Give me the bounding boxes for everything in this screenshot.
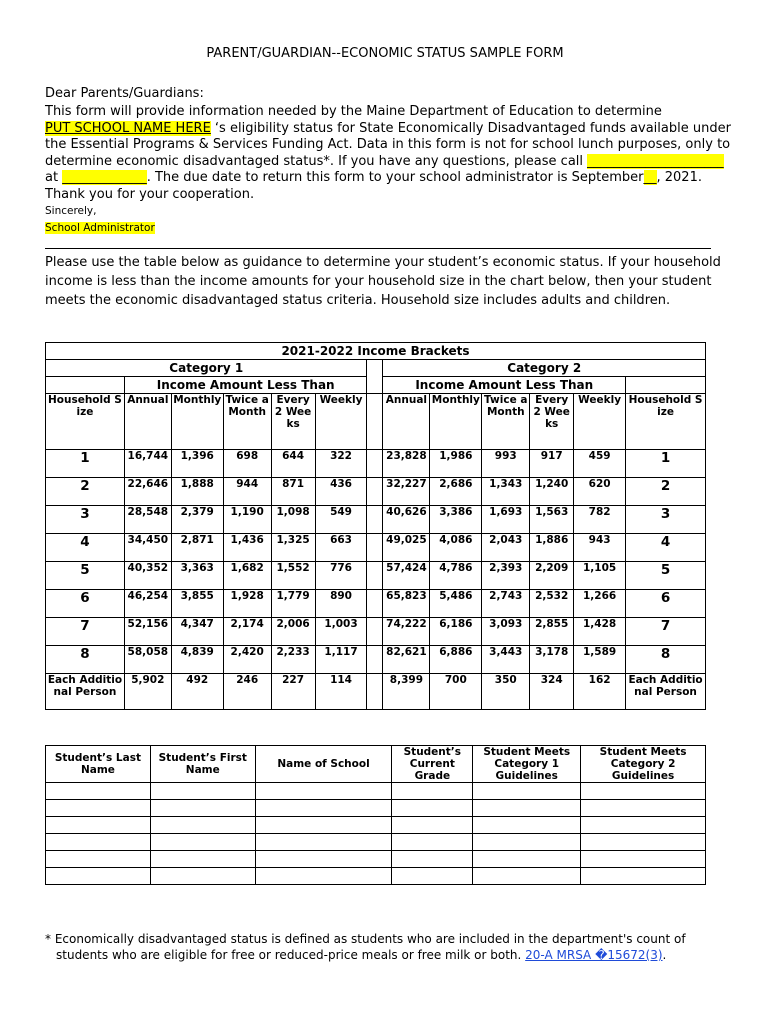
household-size-cell: 8: [626, 646, 706, 674]
table-cell: 2,532: [530, 590, 574, 618]
table-cell: 5,902: [124, 674, 171, 710]
table-cell: 1,693: [482, 506, 530, 534]
student-entry-cell[interactable]: [473, 783, 581, 800]
col-household-size: Household Size: [46, 394, 125, 450]
student-entry-cell[interactable]: [255, 834, 392, 851]
table-cell: 322: [315, 450, 367, 478]
statute-link[interactable]: 20-A MRSA �15672(3): [525, 948, 663, 962]
household-size-cell: 5: [626, 562, 706, 590]
student-entry-cell[interactable]: [392, 817, 473, 834]
household-size-cell: 4: [626, 534, 706, 562]
student-entry-cell[interactable]: [581, 851, 706, 868]
table-cell: 40,626: [383, 506, 430, 534]
household-size-cell: 1: [46, 450, 125, 478]
table-cell: 4,839: [171, 646, 223, 674]
col-weekly: Weekly: [574, 394, 626, 450]
student-entry-cell[interactable]: [150, 800, 255, 817]
col-every-2-weeks: Every 2 Weeks: [271, 394, 315, 450]
table-cell: 6,886: [430, 646, 482, 674]
empty-cell: [626, 377, 706, 394]
col-twice-a-month: Twice a Month: [482, 394, 530, 450]
student-row: [46, 817, 706, 834]
table-cell: 2,233: [271, 646, 315, 674]
intro-paragraph: [45, 104, 735, 236]
table-cell: 2,686: [430, 478, 482, 506]
table-cell: 492: [171, 674, 223, 710]
income-row: [46, 618, 706, 646]
table-cell: 227: [271, 674, 315, 710]
student-entry-cell[interactable]: [473, 800, 581, 817]
table-cell: 74,222: [383, 618, 430, 646]
table-cell: 32,227: [383, 478, 430, 506]
table-cell: 1,986: [430, 450, 482, 478]
student-entry-cell[interactable]: [392, 851, 473, 868]
header-current-grade: Student’s Current Grade: [392, 746, 473, 783]
spacer-cell: [367, 674, 383, 710]
student-entry-cell[interactable]: [150, 868, 255, 885]
col-every-2-weeks: Every 2 Weeks: [530, 394, 574, 450]
table-cell: 350: [482, 674, 530, 710]
header-first-name: Student’s First Name: [150, 746, 255, 783]
table-cell: 2,006: [271, 618, 315, 646]
table-cell: 246: [223, 674, 271, 710]
household-size-cell: 6: [46, 590, 125, 618]
student-entry-cell[interactable]: [581, 817, 706, 834]
spacer-cell: [367, 450, 383, 478]
footnote: [45, 931, 735, 963]
table-cell: 2,871: [171, 534, 223, 562]
table-cell: 3,855: [171, 590, 223, 618]
student-entry-cell[interactable]: [473, 868, 581, 885]
table-cell: 943: [574, 534, 626, 562]
spacer-cell: [367, 534, 383, 562]
table-cell: 2,043: [482, 534, 530, 562]
table-cell: 57,424: [383, 562, 430, 590]
table-cell: 700: [430, 674, 482, 710]
spacer-cell: [367, 360, 383, 394]
table-cell: 8,399: [383, 674, 430, 710]
table-cell: 1,117: [315, 646, 367, 674]
additional-person-label: Each Additional Person: [46, 674, 125, 710]
table-cell: 4,086: [430, 534, 482, 562]
student-row: [46, 800, 706, 817]
table-cell: 5,486: [430, 590, 482, 618]
student-entry-cell[interactable]: [255, 851, 392, 868]
student-entry-cell[interactable]: [46, 868, 151, 885]
income-row: [46, 590, 706, 618]
student-entry-cell[interactable]: [392, 783, 473, 800]
table-cell: 1,436: [223, 534, 271, 562]
table-cell: 1,563: [530, 506, 574, 534]
table-cell: 324: [530, 674, 574, 710]
intro-text-4: . The due date to return this form to your school administrator is September: [146, 170, 644, 185]
table-cell: 1,888: [171, 478, 223, 506]
table-cell: 1,266: [574, 590, 626, 618]
student-entry-cell[interactable]: [392, 868, 473, 885]
table-cell: 2,743: [482, 590, 530, 618]
time-blank: _____________: [62, 170, 147, 185]
school-name-placeholder: PUT SCHOOL NAME HERE: [45, 120, 211, 136]
col-twice-a-month: Twice a Month: [223, 394, 271, 450]
table-cell: 1,779: [271, 590, 315, 618]
table-cell: 4,347: [171, 618, 223, 646]
col-annual: Annual: [383, 394, 430, 450]
empty-cell: [46, 377, 125, 394]
student-entry-cell[interactable]: [255, 817, 392, 834]
table-cell: 2,209: [530, 562, 574, 590]
student-row: [46, 851, 706, 868]
school-administrator: School Administrator: [45, 221, 155, 234]
table-cell: 1,003: [315, 618, 367, 646]
household-size-cell: 2: [626, 478, 706, 506]
header-last-name: Student’s Last Name: [46, 746, 151, 783]
spacer-cell: [367, 646, 383, 674]
table-cell: 114: [315, 674, 367, 710]
student-entry-cell[interactable]: [46, 834, 151, 851]
household-size-cell: 6: [626, 590, 706, 618]
income-row: [46, 562, 706, 590]
col-weekly: Weekly: [315, 394, 367, 450]
income-row: [46, 646, 706, 674]
header-school-name: Name of School: [255, 746, 392, 783]
table-cell: 1,098: [271, 506, 315, 534]
header-category1: Student Meets Category 1 Guidelines: [473, 746, 581, 783]
household-size-cell: 3: [46, 506, 125, 534]
guidance-paragraph: Please use the table below as guidance to determine your student’s economic status. If your household income is less than the income amounts for your household size in the chart below, then your student meets the economic disadvantaged status criteria. Household size includes adults and children.: [45, 255, 721, 308]
income-less-than-1: Income Amount Less Than: [124, 377, 367, 394]
table-cell: 2,174: [223, 618, 271, 646]
student-entry-cell[interactable]: [46, 783, 151, 800]
table-cell: 1,682: [223, 562, 271, 590]
table-cell: 663: [315, 534, 367, 562]
table-cell: 2,855: [530, 618, 574, 646]
student-entry-cell[interactable]: [581, 783, 706, 800]
table-cell: 34,450: [124, 534, 171, 562]
table-cell: 944: [223, 478, 271, 506]
phone-blank: _____________________: [587, 153, 724, 169]
table-cell: 917: [530, 450, 574, 478]
footnote-end: .: [662, 948, 667, 962]
student-entry-cell[interactable]: [150, 817, 255, 834]
table-cell: 3,386: [430, 506, 482, 534]
table-cell: 3,363: [171, 562, 223, 590]
table-cell: 1,190: [223, 506, 271, 534]
table-cell: 698: [223, 450, 271, 478]
header-category2: Student Meets Category 2 Guidelines: [581, 746, 706, 783]
divider: [45, 248, 711, 249]
table-cell: 1,105: [574, 562, 626, 590]
intro-text-2: ‘s eligibility status for State Economically Disadvantaged funds available under the Essential Programs & Services Funding Act. Data in this form is not for school lunch purposes, only to determine economic disadvantaged status*. If you have any questions, please call: [45, 120, 731, 169]
student-entry-cell[interactable]: [150, 783, 255, 800]
student-entry-cell[interactable]: [581, 868, 706, 885]
table-cell: 776: [315, 562, 367, 590]
student-entry-cell[interactable]: [255, 868, 392, 885]
table-cell: 1,396: [171, 450, 223, 478]
household-size-cell: 5: [46, 562, 125, 590]
income-table-title: 2021-2022 Income Brackets: [46, 343, 706, 360]
footnote-line2: students who are eligible for free or reduced-price meals or free milk or both.: [56, 948, 526, 962]
table-cell: 993: [482, 450, 530, 478]
spacer-cell: [367, 394, 383, 450]
footnote-line1: * Economically disadvantaged status is defined as students who are included in the department's count of: [45, 932, 686, 946]
table-cell: 49,025: [383, 534, 430, 562]
household-size-cell: 2: [46, 478, 125, 506]
table-cell: 1,928: [223, 590, 271, 618]
household-size-cell: 1: [626, 450, 706, 478]
col-household-size: Household Size: [626, 394, 706, 450]
intro-text-1: This form will provide information needed by the Maine Department of Education to determine: [45, 104, 662, 119]
table-cell: 620: [574, 478, 626, 506]
col-annual: Annual: [124, 394, 171, 450]
income-row: [46, 534, 706, 562]
table-cell: 40,352: [124, 562, 171, 590]
intro-text-5: , 2021. Thank you for your cooperation.: [45, 170, 702, 202]
student-entry-cell[interactable]: [473, 834, 581, 851]
table-cell: 644: [271, 450, 315, 478]
table-cell: 65,823: [383, 590, 430, 618]
student-entry-cell[interactable]: [392, 800, 473, 817]
student-row: [46, 783, 706, 800]
table-cell: 890: [315, 590, 367, 618]
intro-text-3: at: [45, 170, 63, 185]
student-entry-cell[interactable]: [46, 851, 151, 868]
household-size-cell: 4: [46, 534, 125, 562]
student-entry-cell[interactable]: [150, 851, 255, 868]
table-cell: 1,589: [574, 646, 626, 674]
student-entry-cell[interactable]: [150, 834, 255, 851]
student-entry-cell[interactable]: [473, 817, 581, 834]
student-entry-cell[interactable]: [581, 834, 706, 851]
student-row: [46, 834, 706, 851]
table-cell: 22,646: [124, 478, 171, 506]
student-table: [45, 745, 706, 885]
table-cell: 6,186: [430, 618, 482, 646]
category2-header: Category 2: [383, 360, 706, 377]
page-title: PARENT/GUARDIAN--ECONOMIC STATUS SAMPLE FORM: [206, 46, 564, 61]
table-cell: 58,058: [124, 646, 171, 674]
table-cell: 3,178: [530, 646, 574, 674]
student-entry-cell[interactable]: [46, 800, 151, 817]
col-monthly: Monthly: [171, 394, 223, 450]
student-entry-cell[interactable]: [392, 834, 473, 851]
table-cell: 52,156: [124, 618, 171, 646]
student-entry-cell[interactable]: [581, 800, 706, 817]
sincerely: Sincerely,: [45, 205, 97, 217]
table-cell: 2,379: [171, 506, 223, 534]
table-cell: 82,621: [383, 646, 430, 674]
table-cell: 1,428: [574, 618, 626, 646]
spacer-cell: [367, 506, 383, 534]
table-cell: 436: [315, 478, 367, 506]
table-cell: 1,325: [271, 534, 315, 562]
col-monthly: Monthly: [430, 394, 482, 450]
household-size-cell: 8: [46, 646, 125, 674]
table-cell: 16,744: [124, 450, 171, 478]
table-cell: 1,240: [530, 478, 574, 506]
student-entry-cell[interactable]: [255, 800, 392, 817]
category1-header: Category 1: [46, 360, 367, 377]
table-cell: 2,420: [223, 646, 271, 674]
student-entry-cell[interactable]: [255, 783, 392, 800]
student-entry-cell[interactable]: [46, 817, 151, 834]
table-cell: 782: [574, 506, 626, 534]
income-table: [45, 342, 706, 710]
table-cell: 23,828: [383, 450, 430, 478]
table-cell: 2,393: [482, 562, 530, 590]
income-row: [46, 450, 706, 478]
household-size-cell: 7: [46, 618, 125, 646]
household-size-cell: 3: [626, 506, 706, 534]
table-cell: 46,254: [124, 590, 171, 618]
greeting: Dear Parents/Guardians:: [45, 86, 204, 101]
additional-person-label: Each Additional Person: [626, 674, 706, 710]
income-less-than-2: Income Amount Less Than: [383, 377, 626, 394]
household-size-cell: 7: [626, 618, 706, 646]
table-cell: 3,093: [482, 618, 530, 646]
table-cell: 3,443: [482, 646, 530, 674]
table-cell: 1,552: [271, 562, 315, 590]
table-cell: 4,786: [430, 562, 482, 590]
spacer-cell: [367, 590, 383, 618]
student-row: [46, 868, 706, 885]
table-cell: 28,548: [124, 506, 171, 534]
table-cell: 1,343: [482, 478, 530, 506]
day-blank: __: [643, 170, 657, 185]
income-row: [46, 506, 706, 534]
spacer-cell: [367, 478, 383, 506]
table-cell: 871: [271, 478, 315, 506]
spacer-cell: [367, 618, 383, 646]
table-cell: 1,886: [530, 534, 574, 562]
table-cell: 162: [574, 674, 626, 710]
table-cell: 459: [574, 450, 626, 478]
income-row: [46, 478, 706, 506]
table-cell: 549: [315, 506, 367, 534]
student-entry-cell[interactable]: [473, 851, 581, 868]
spacer-cell: [367, 562, 383, 590]
